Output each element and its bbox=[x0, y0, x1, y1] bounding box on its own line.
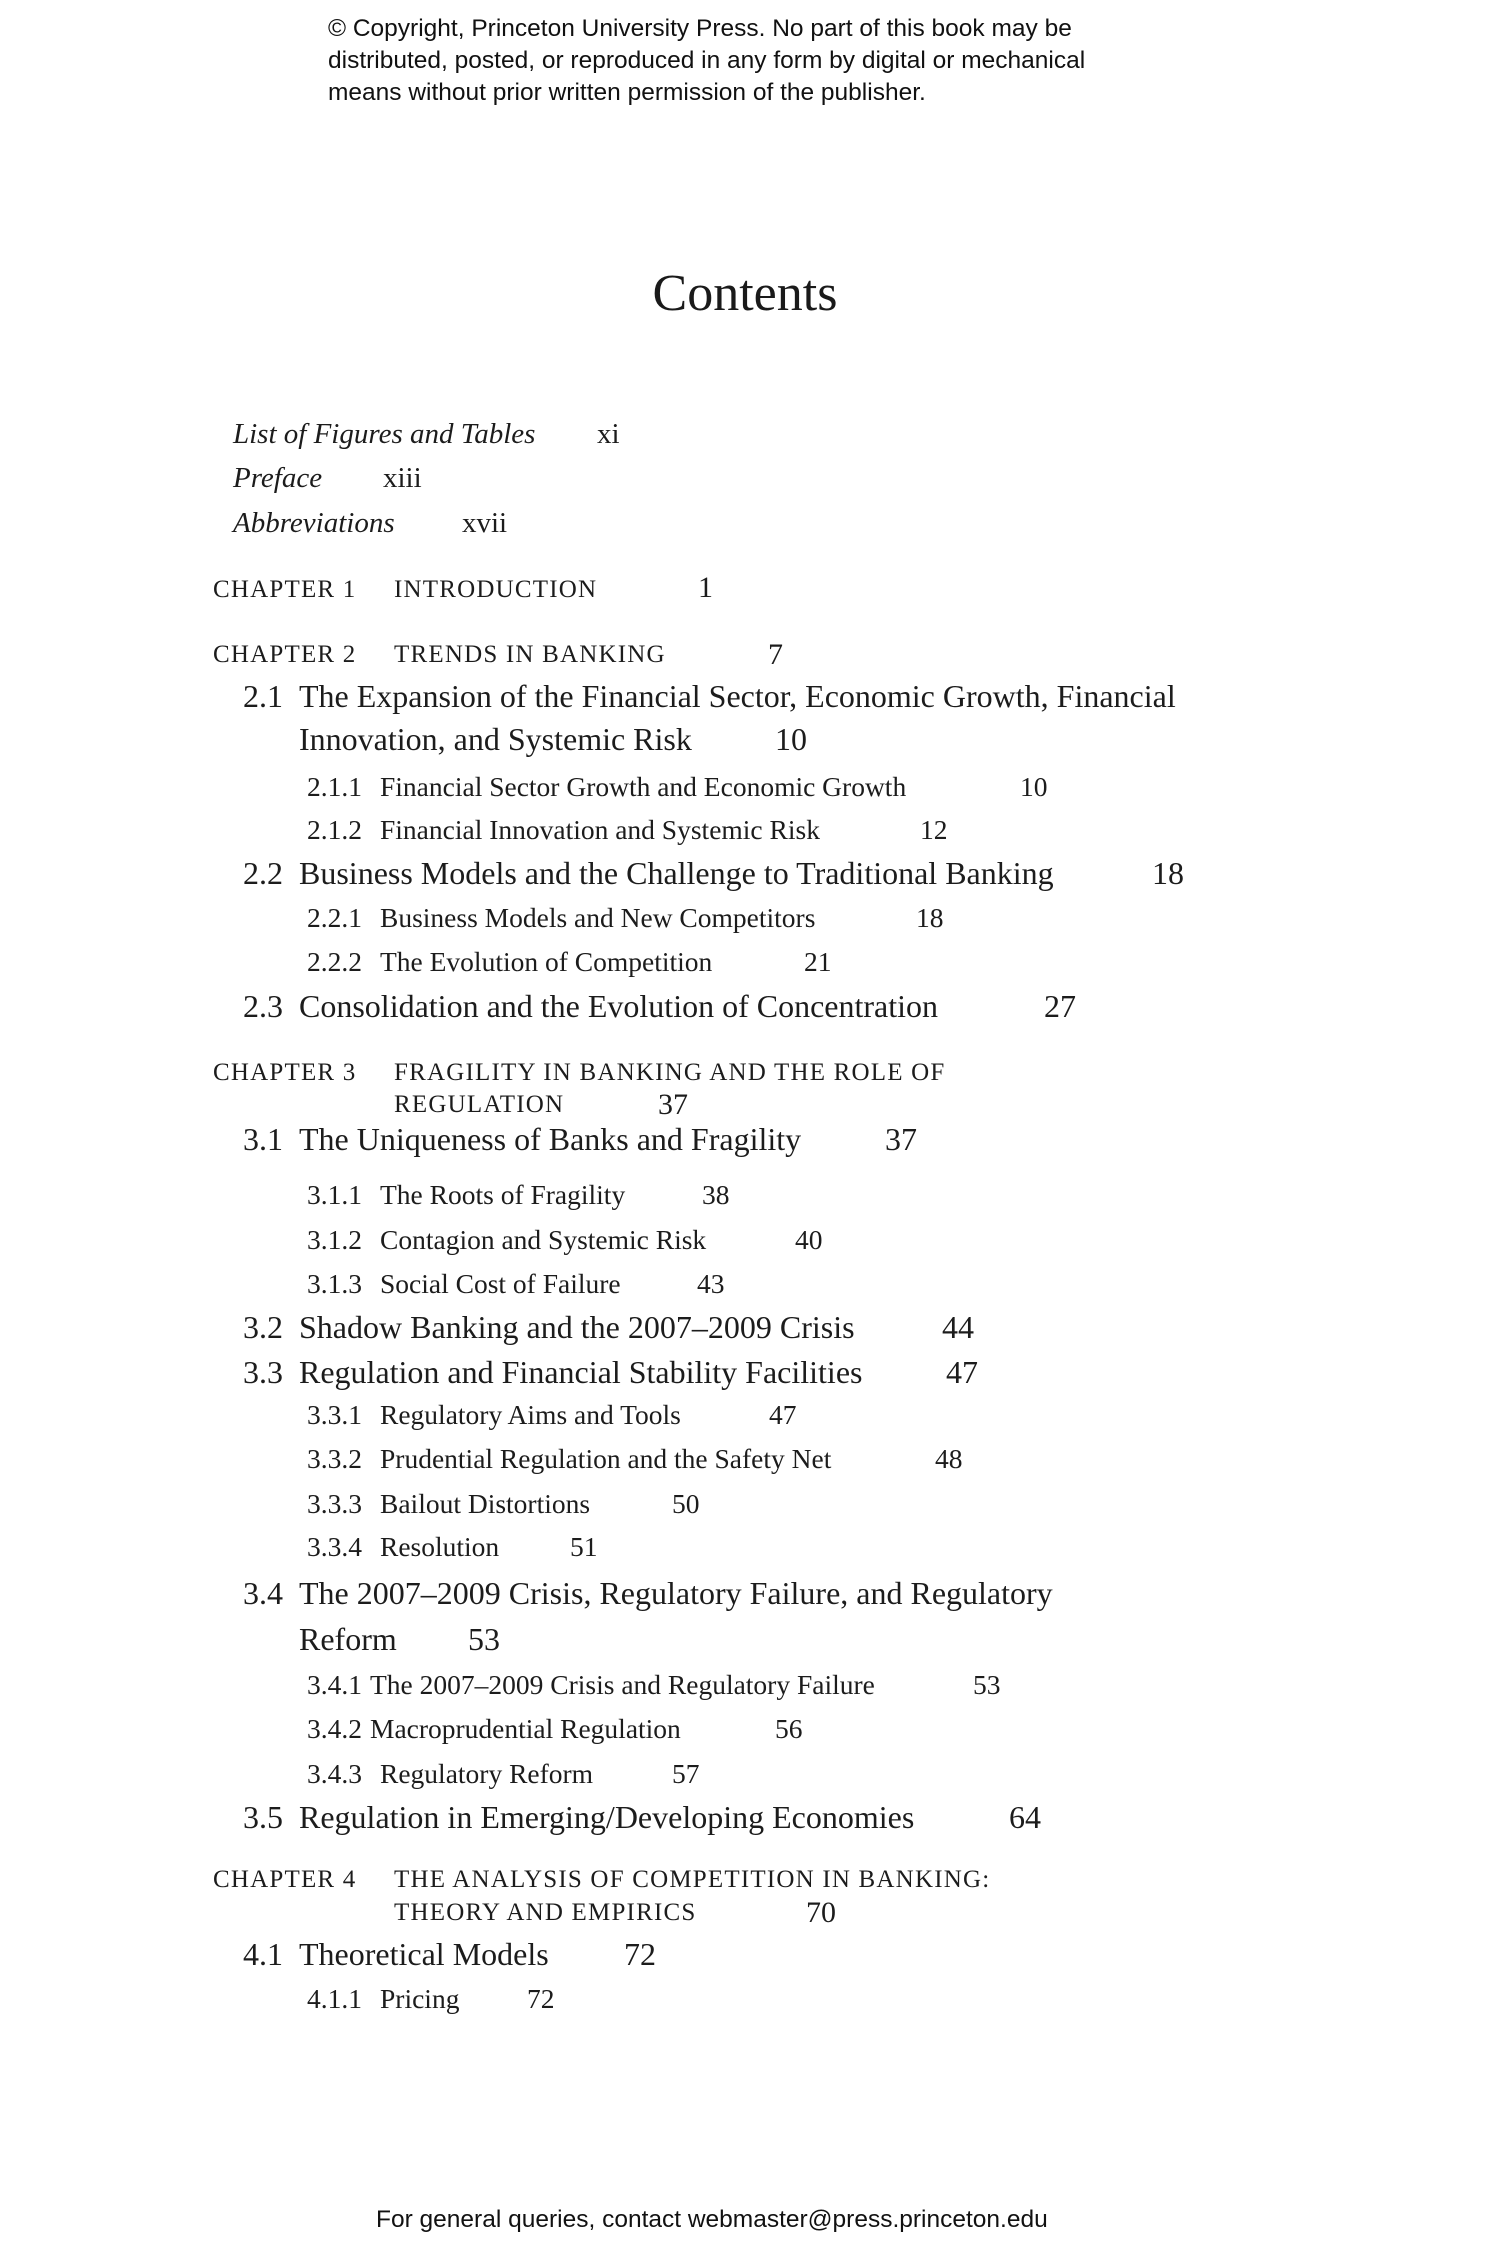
subsection-number: 2.1.1 bbox=[307, 771, 362, 802]
toc-page-number: 10 bbox=[775, 721, 807, 757]
section-number: 3.1 bbox=[243, 1121, 283, 1157]
subsection-title: The Evolution of Competition bbox=[380, 946, 713, 977]
chapter-label: CHAPTER 3 bbox=[213, 1059, 357, 1086]
subsection-number: 3.1.2 bbox=[307, 1224, 362, 1255]
section-title: Innovation, and Systemic Risk bbox=[299, 721, 692, 757]
toc-entry-title: Preface bbox=[233, 462, 323, 494]
toc-page-number: 7 bbox=[768, 638, 783, 671]
copyright-line: means without prior written permission of the publisher. bbox=[328, 79, 926, 106]
toc-page-number: 18 bbox=[916, 902, 944, 933]
chapter-label: CHAPTER 2 bbox=[213, 641, 357, 668]
subsection-title: Social Cost of Failure bbox=[380, 1268, 621, 1299]
subsection-title: Pricing bbox=[380, 1983, 460, 2014]
toc-entry-title: List of Figures and Tables bbox=[233, 418, 536, 450]
subsection-number: 4.1.1 bbox=[307, 1983, 362, 2014]
subsection-title: Macroprudential Regulation bbox=[370, 1713, 681, 1744]
subsection-number: 3.1.1 bbox=[307, 1179, 362, 1210]
subsection-number: 2.2.2 bbox=[307, 946, 362, 977]
section-number: 2.3 bbox=[243, 988, 283, 1024]
toc-page-number: 64 bbox=[1009, 1799, 1041, 1835]
toc-page-number: 40 bbox=[795, 1224, 823, 1255]
subsection-number: 3.3.4 bbox=[307, 1531, 362, 1562]
subsection-title: Contagion and Systemic Risk bbox=[380, 1224, 707, 1255]
section-title: Business Models and the Challenge to Traditional Banking bbox=[299, 855, 1054, 891]
subsection-number: 3.3.2 bbox=[307, 1443, 362, 1474]
subsection-number: 2.2.1 bbox=[307, 902, 362, 933]
chapter-label: CHAPTER 4 bbox=[213, 1866, 357, 1893]
section-number: 3.4 bbox=[243, 1575, 283, 1611]
toc-page-number: 38 bbox=[702, 1179, 730, 1210]
section-number: 3.5 bbox=[243, 1799, 283, 1835]
toc-page-number: xiii bbox=[383, 462, 422, 494]
section-title: The 2007–2009 Crisis, Regulatory Failure, and Regulatory bbox=[299, 1575, 1053, 1611]
toc-page-number: 47 bbox=[769, 1399, 797, 1430]
chapter-title: THE ANALYSIS OF COMPETITION IN BANKING: bbox=[394, 1866, 991, 1893]
toc-page-number: 70 bbox=[806, 1896, 836, 1929]
toc-page-number: 21 bbox=[804, 946, 832, 977]
toc-page-number: 50 bbox=[672, 1488, 700, 1519]
chapter-title: INTRODUCTION bbox=[394, 576, 598, 603]
subsection-number: 3.4.2 bbox=[307, 1713, 362, 1744]
subsection-title: Prudential Regulation and the Safety Net bbox=[380, 1443, 832, 1474]
section-number: 4.1 bbox=[243, 1936, 283, 1972]
subsection-title: The Roots of Fragility bbox=[380, 1179, 626, 1210]
toc-page-number: 53 bbox=[468, 1621, 500, 1657]
toc-page-number: 10 bbox=[1020, 771, 1048, 802]
section-title: The Uniqueness of Banks and Fragility bbox=[299, 1121, 802, 1157]
section-title: The Expansion of the Financial Sector, Economic Growth, Financial bbox=[299, 678, 1176, 714]
subsection-title: Business Models and New Competitors bbox=[380, 902, 816, 933]
subsection-title: Regulatory Aims and Tools bbox=[380, 1399, 681, 1430]
subsection-title: Regulatory Reform bbox=[380, 1758, 594, 1789]
toc-page-number: xvii bbox=[462, 507, 508, 539]
section-title: Shadow Banking and the 2007–2009 Crisis bbox=[299, 1309, 855, 1345]
section-number: 2.2 bbox=[243, 855, 283, 891]
toc-page-number: 18 bbox=[1152, 855, 1184, 891]
subsection-title: Bailout Distortions bbox=[380, 1488, 591, 1519]
toc-page-number: 57 bbox=[672, 1758, 700, 1789]
copyright-line: distributed, posted, or reproduced in any form by digital or mechanical bbox=[328, 47, 1086, 74]
toc-page-number: 43 bbox=[697, 1268, 725, 1299]
chapter-title: FRAGILITY IN BANKING AND THE ROLE OF bbox=[394, 1059, 946, 1086]
chapter-label: CHAPTER 1 bbox=[213, 576, 357, 603]
subsection-number: 3.3.1 bbox=[307, 1399, 362, 1430]
section-title: Theoretical Models bbox=[299, 1936, 549, 1972]
section-title: Regulation and Financial Stability Facilities bbox=[299, 1354, 863, 1390]
section-number: 3.2 bbox=[243, 1309, 283, 1345]
toc-page-number: 47 bbox=[946, 1354, 978, 1390]
footer-contact: For general queries, contact webmaster@press.princeton.edu bbox=[376, 2206, 1048, 2233]
toc-page-number: 56 bbox=[775, 1713, 803, 1744]
subsection-number: 3.4.3 bbox=[307, 1758, 362, 1789]
toc-page-number: 12 bbox=[920, 814, 948, 845]
chapter-title: TRENDS IN BANKING bbox=[394, 641, 666, 668]
toc-page-number: 27 bbox=[1044, 988, 1076, 1024]
subsection-title: Resolution bbox=[380, 1531, 500, 1562]
copyright-line: © Copyright, Princeton University Press. No part of this book may be bbox=[328, 15, 1072, 42]
page-title: Contents bbox=[652, 265, 838, 322]
subsection-number: 3.4.1 bbox=[307, 1669, 362, 1700]
subsection-title: The 2007–2009 Crisis and Regulatory Failure bbox=[370, 1669, 875, 1700]
subsection-title: Financial Sector Growth and Economic Growth bbox=[380, 771, 907, 802]
toc-page-number: 53 bbox=[973, 1669, 1001, 1700]
chapter-title: REGULATION bbox=[394, 1091, 565, 1118]
toc-page-number: 72 bbox=[527, 1983, 555, 2014]
section-number: 2.1 bbox=[243, 678, 283, 714]
toc-page-number: 44 bbox=[942, 1309, 974, 1345]
toc-page-number: 37 bbox=[885, 1121, 917, 1157]
toc-page-number: 72 bbox=[624, 1936, 656, 1972]
subsection-number: 3.3.3 bbox=[307, 1488, 362, 1519]
toc-page-number: 51 bbox=[570, 1531, 598, 1562]
section-number: 3.3 bbox=[243, 1354, 283, 1390]
toc-page-number: 1 bbox=[698, 571, 713, 604]
section-title: Reform bbox=[299, 1621, 397, 1657]
subsection-number: 3.1.3 bbox=[307, 1268, 362, 1299]
toc-page-number: xi bbox=[597, 418, 620, 450]
toc-page-number: 37 bbox=[658, 1088, 688, 1121]
subsection-number: 2.1.2 bbox=[307, 814, 362, 845]
toc-entry-title: Abbreviations bbox=[233, 507, 395, 539]
chapter-title: THEORY AND EMPIRICS bbox=[394, 1899, 697, 1926]
toc-page-number: 48 bbox=[935, 1443, 963, 1474]
subsection-title: Financial Innovation and Systemic Risk bbox=[380, 814, 820, 845]
section-title: Consolidation and the Evolution of Concentration bbox=[299, 988, 939, 1024]
section-title: Regulation in Emerging/Developing Economies bbox=[299, 1799, 915, 1835]
